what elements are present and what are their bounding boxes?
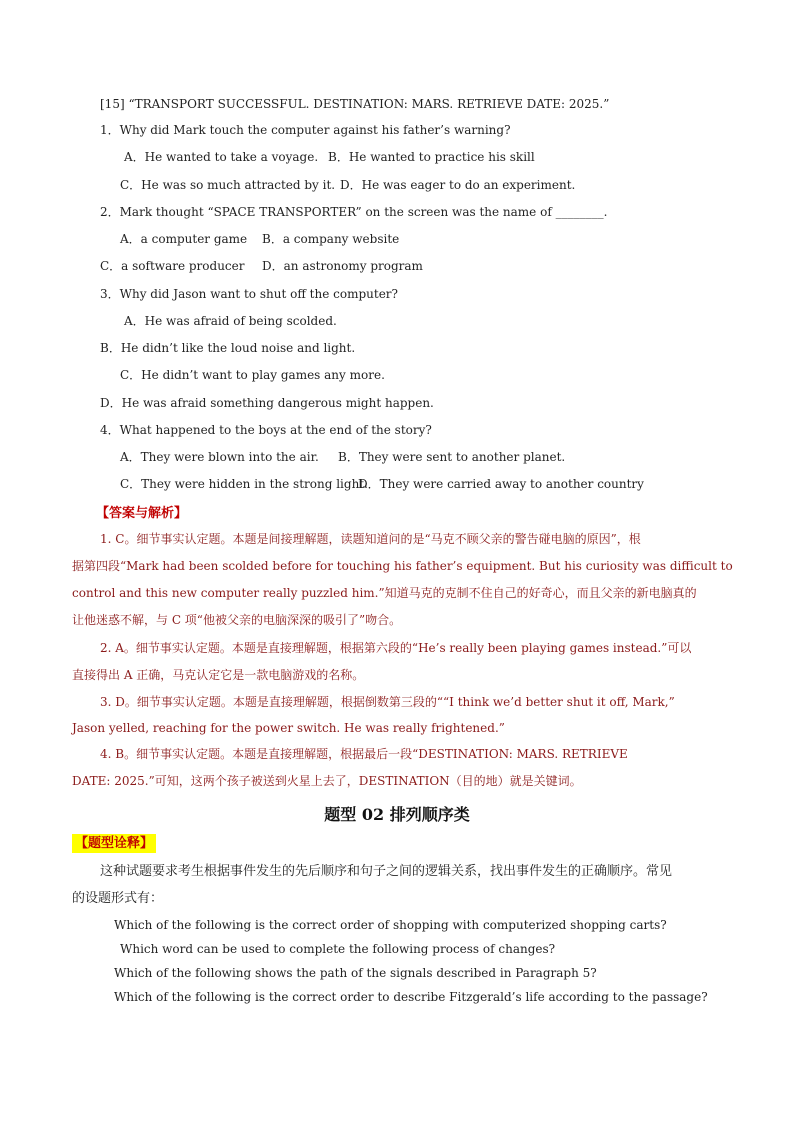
answer-line-8: Jason yelled, reaching for the power switch. He was really frightened.”	[72, 721, 505, 735]
q1-option-a: A．He wanted to take a voyage.	[124, 150, 319, 164]
example-item-1: Which of the following is the correct order of shopping with computerized shopping carts?	[114, 918, 667, 932]
answer-line-7: 3. D。细节事实认定题。本题是直接理解题，根据倒数第三段的““I think we’d better shut it off, Mark,”	[100, 695, 675, 709]
answer-line-3: control and this new computer really puzzled him.”知道马克的克制不住自己的好奇心，而且父亲的新电脑真的	[72, 586, 697, 600]
example-item-3: Which of the following shows the path of the signals described in Paragraph 5?	[114, 966, 597, 980]
question-3-stem: 3．Why did Jason want to shut off the computer?	[100, 287, 398, 301]
intro-line-1: 这种试题要求考生根据事件发生的先后顺序和句子之间的逻辑关系，找出事件发生的正确顺序。常见	[100, 864, 673, 879]
section-badge: 【题型诠释】	[72, 834, 156, 853]
question-4-stem: 4．What happened to the boys at the end of the story?	[100, 423, 432, 437]
q4-option-b: B．They were sent to another planet.	[338, 450, 566, 464]
answer-line-6: 直接得出 A 正确，马克认定它是一款电脑游戏的名称。	[72, 668, 365, 682]
q2-option-b: B．a company website	[262, 232, 400, 246]
intro-line-2: 的设题形式有：	[72, 891, 164, 906]
example-item-2: Which word can be used to complete the following process of changes?	[120, 942, 556, 956]
q3-option-d: D．He was afraid something dangerous might happen.	[100, 396, 434, 410]
answer-line-4: 让他迷惑不解，与 C 项“他被父亲的电脑深深的吸引了”吻合。	[72, 613, 402, 627]
q4-option-c: C．They were hidden in the strong light.	[120, 477, 368, 491]
example-item-4: Which of the following is the correct order to describe Fitzgerald’s life according to the passage?	[114, 990, 708, 1004]
q2-option-a: A．a computer game	[120, 232, 248, 246]
q4-option-a: A．They were blown into the air.	[120, 450, 319, 464]
passage-end-line: [15] “TRANSPORT SUCCESSFUL. DESTINATION: MARS. RETRIEVE DATE: 2025.”	[100, 97, 610, 111]
answer-line-1: 1. C。细节事实认定题。本题是间接理解题，读题知道问的是“马克不顾父亲的警告碰电脑的原因”，根	[100, 532, 641, 546]
answer-line-2: 据第四段“Mark had been scolded before for touching his father’s equipment. But his curiosity was difficult to	[72, 559, 733, 573]
answer-line-9: 4. B。细节事实认定题。本题是直接理解题，根据最后一段“DESTINATION: MARS. RETRIEVE	[100, 747, 628, 761]
section-title: 题型 02 排列顺序类	[324, 805, 470, 824]
answer-heading: 【答案与解析】	[96, 506, 188, 521]
q4-option-d: D．They were carried away to another country	[358, 477, 644, 491]
q1-option-c: C．He was so much attracted by it.	[120, 178, 336, 192]
q3-option-a: A．He was afraid of being scolded.	[124, 314, 337, 328]
q2-option-c: C．a software producer	[100, 259, 245, 273]
answer-line-10: DATE: 2025.”可知，这两个孩子被送到火星上去了，DESTINATION（目的地）就是关键词。	[72, 774, 582, 788]
q2-option-d: D．an astronomy program	[262, 259, 423, 273]
answer-line-5: 2. A。细节事实认定题。本题是直接理解题，根据第六段的“He’s really been playing games instead.”可以	[100, 641, 692, 655]
question-1-stem: 1．Why did Mark touch the computer against his father’s warning?	[100, 123, 511, 137]
q3-option-c: C．He didn’t want to play games any more.	[120, 368, 385, 382]
q1-option-b: B．He wanted to practice his skill	[328, 150, 535, 164]
q3-option-b: B．He didn’t like the loud noise and light.	[100, 341, 356, 355]
question-2-stem: 2．Mark thought “SPACE TRANSPORTER” on the screen was the name of ________.	[100, 205, 608, 219]
q1-option-d: D．He was eager to do an experiment.	[340, 178, 576, 192]
